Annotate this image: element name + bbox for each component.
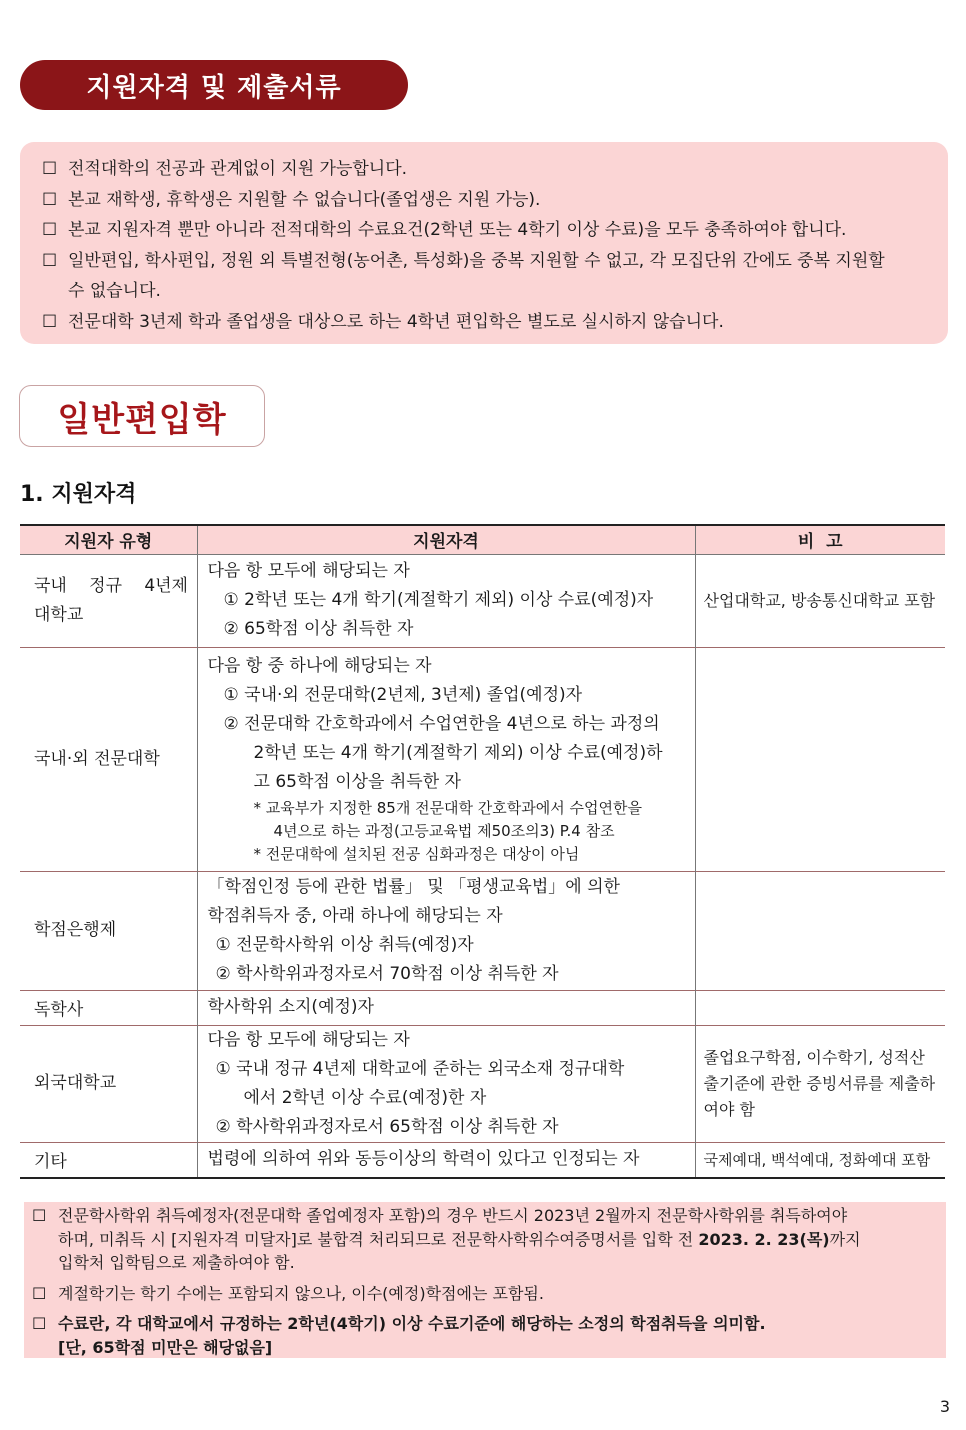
- checkbox-icon: ☐: [32, 1314, 47, 1333]
- cell-note: [695, 871, 945, 990]
- table-row: [20, 554, 945, 647]
- table-row: [20, 990, 945, 1025]
- cell-note: [695, 990, 945, 1025]
- checkbox-icon: ☐: [32, 1206, 47, 1225]
- qualification-table: [20, 524, 945, 1179]
- cell-type: 독학사: [20, 990, 197, 1025]
- cell-note: 산업대학교, 방송통신대학교 포함: [695, 554, 945, 647]
- checkbox-icon: ☐: [32, 1283, 47, 1303]
- notice-item: ☐ 본교 지원자격 뿐만 아니라 전적대학의 수료요건(2학년 또는 4학기 이상 수료)을 모두 충족하여야 합니다.: [42, 215, 928, 246]
- cell-type: 국내 정규 4년제 대학교: [20, 554, 197, 647]
- header-note: 비 고: [695, 525, 945, 554]
- table-row: [20, 871, 945, 990]
- cell-qualification: 「학점인정 등에 관한 법률」 및 「평생교육법」에 의한 학점취득자 중, 아래 하나에 해당되는 자 ① 전문학사학위 이상 취득(예정)자 ② 학사학위과정자로서 70학점 이상 취득한 자: [197, 871, 695, 990]
- checkbox-icon: ☐: [42, 159, 58, 179]
- checkbox-icon: ☐: [42, 311, 58, 332]
- cell-qualification: 다음 항 중 하나에 해당되는 자 ① 국내·외 전문대학(2년제, 3년제) 졸업(예정)자 ② 전문대학 간호학과에서 수업연한을 4년으로 하는 과정의 2학년 또는 4개 학기(계절학기 제외) 이상 수료(예정)하 고 65학점 이상을 취득한 자 * 교육부가 지정한 85개 전문대학 간호학과에서 수업연한을 4년으로 하는 과정(고등교육법 제50조의3) P.4 참조 * 전문대학에 설치된 전공 심화과정은 대상이 아님: [197, 647, 695, 871]
- subtitle: 일반편입학: [57, 399, 227, 440]
- cell-note: 졸업요구학점, 이수학기, 성적산 출기준에 관한 증빙서류를 제출하 여야 함: [695, 1025, 945, 1142]
- notice-item: ☐ 전문대학 3년제 학과 졸업생을 대상으로 하는 4학년 편입학은 별도로 실시하지 않습니다.: [42, 307, 928, 338]
- cell-qualification: 다음 항 모두에 해당되는 자 ① 2학년 또는 4개 학기(계절학기 제외) 이상 수료(예정)자 ② 65학점 이상 취득한 자: [197, 554, 695, 647]
- checkbox-icon: ☐: [42, 250, 58, 271]
- cell-note: 국제예대, 백석예대, 정화예대 포함: [695, 1142, 945, 1178]
- notice-item: ☐ 일반편입, 학사편입, 정원 외 특별전형(농어촌, 특성화)을 중복 지원할 수 없고, 각 모집단위 간에도 중복 지원할: [42, 246, 928, 277]
- table-row: [20, 1025, 945, 1142]
- section-heading: 1. 지원자격: [20, 482, 137, 507]
- cell-type: 학점은행제: [20, 871, 197, 990]
- cell-type: 외국대학교: [20, 1025, 197, 1142]
- cell-note: [695, 647, 945, 871]
- section-banner: [20, 60, 408, 110]
- cell-type: 국내·외 전문대학: [20, 647, 197, 871]
- section-banner-title: 지원자격 및 제출서류: [86, 72, 342, 103]
- table-header-row: [20, 525, 945, 554]
- subtitle-box: [19, 385, 265, 447]
- checkbox-icon: ☐: [42, 220, 58, 240]
- checkbox-icon: ☐: [42, 189, 58, 210]
- notice-box: [20, 142, 948, 344]
- notice-item: ☐ 본교 재학생, 휴학생은 지원할 수 없습니다(졸업생은 지원 가능).: [42, 185, 928, 216]
- header-qualification: 지원자격: [197, 525, 695, 554]
- cell-qualification: 학사학위 소지(예정)자: [197, 990, 695, 1025]
- page-number: 3: [939, 1397, 950, 1416]
- header-type: 지원자 유형: [20, 525, 197, 554]
- footer-notice-box: ☐ 전문학사학위 취득예정자(전문대학 졸업예정자 포함)의 경우 반드시 2023년 2월까지 전문학사학위를 취득하여야 하며, 미취득 시 [지원자격 미달자]로 불합격 처리되므로 전문학사학위수여증명서를 입학 전 2023. 2. 23(목)까지 입학처 입학팀으로 제출하여야 함. ☐ 계절학기는 학기 수에는 포함되지 않으나, 이수(예정)학점에는 포함됨. ☐ 수료란, 각 대학교에서 규정하는 2학년(4학기) 이상 수료기준에 해당하는 소정의 학점취득을 의미함. [단, 65학점 미만은 해당없음]: [24, 1202, 946, 1358]
- footer-notice-item: ☐ 수료란, 각 대학교에서 규정하는 2학년(4학기) 이상 수료기준에 해당하는 소정의 학점취득을 의미함.: [32, 1312, 940, 1336]
- cell-qualification: 법령에 의하여 위와 동등이상의 학력이 있다고 인정되는 자: [197, 1142, 695, 1178]
- table-row: [20, 1142, 945, 1178]
- footer-notice-item: ☐ 전문학사학위 취득예정자(전문대학 졸업예정자 포함)의 경우 반드시 2023년 2월까지 전문학사학위를 취득하여야: [32, 1204, 940, 1228]
- cell-qualification: 다음 항 모두에 해당되는 자 ① 국내 정규 4년제 대학교에 준하는 외국소재 정규대학 에서 2학년 이상 수료(예정)한 자 ② 학사학위과정자로서 65학점 이상 취득한 자: [197, 1025, 695, 1142]
- footer-notice-item: ☐ 계절학기는 학기 수에는 포함되지 않으나, 이수(예정)학점에는 포함됨.: [32, 1282, 940, 1306]
- notice-item-continuation: 수 없습니다.: [68, 281, 161, 301]
- cell-type: 기타: [20, 1142, 197, 1178]
- notice-item: ☐ 전적대학의 전공과 관계없이 지원 가능합니다.: [42, 154, 928, 185]
- table-row: [20, 647, 945, 871]
